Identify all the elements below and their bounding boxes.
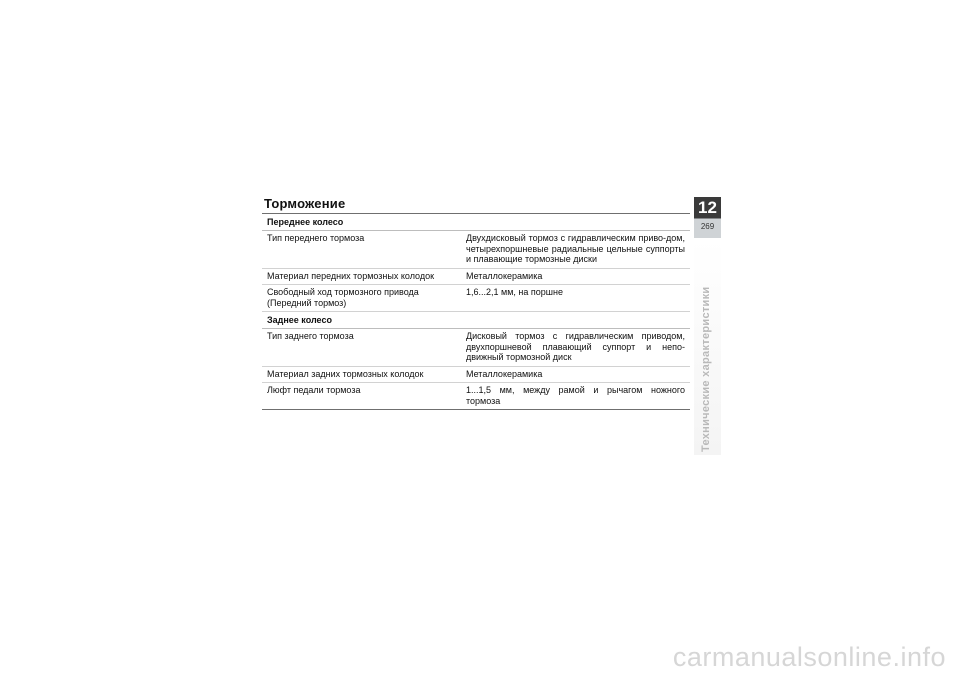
page-title: Торможение: [264, 196, 346, 211]
table-row: [262, 367, 690, 384]
row-value: Дисковый тормоз с гидравлическим приводом, двухпоршневой плавающий суппорт и непо-движный тормозной диск: [466, 331, 685, 362]
section-heading-rear: Заднее колесо: [262, 312, 690, 329]
row-value: Металлокерамика: [466, 368, 543, 379]
row-label: Тип заднего тормоза: [267, 331, 354, 341]
watermark: carmanualsonline.info: [672, 642, 946, 672]
row-value: Металлокерамика: [466, 270, 543, 281]
section-heading-front: Переднее колесо: [262, 214, 690, 231]
chapter-number: 12: [698, 198, 717, 217]
page-number: 269: [700, 222, 715, 231]
chapter-side-title: Технические характеристики: [700, 286, 712, 452]
row-value: Двухдисковый тормоз с гидравлическим приво-дом, четырехпоршневые радиальные цельные суппорты и плавающие тормозные диски: [466, 233, 685, 264]
chapter-tab: [694, 197, 721, 238]
row-value: 1...1,5 мм, между рамой и рычагом ножного тормоза: [466, 385, 685, 406]
table-row: [262, 231, 690, 269]
row-value: 1,6...2,1 мм, на поршне: [466, 287, 563, 297]
table-row: [262, 329, 690, 367]
row-label: Тип переднего тормоза: [267, 233, 365, 243]
row-label: Люфт педали тормоза: [267, 385, 361, 395]
table-row: [262, 269, 690, 286]
spec-table: [262, 213, 690, 410]
row-label: Материал передних тормозных колодок: [267, 270, 435, 281]
table-row: [262, 285, 690, 312]
row-label: Материал задних тормозных колодок: [267, 368, 424, 379]
table-row: [262, 383, 690, 410]
row-label: Свободный ход тормозного привода (Передний тормоз): [267, 287, 419, 308]
